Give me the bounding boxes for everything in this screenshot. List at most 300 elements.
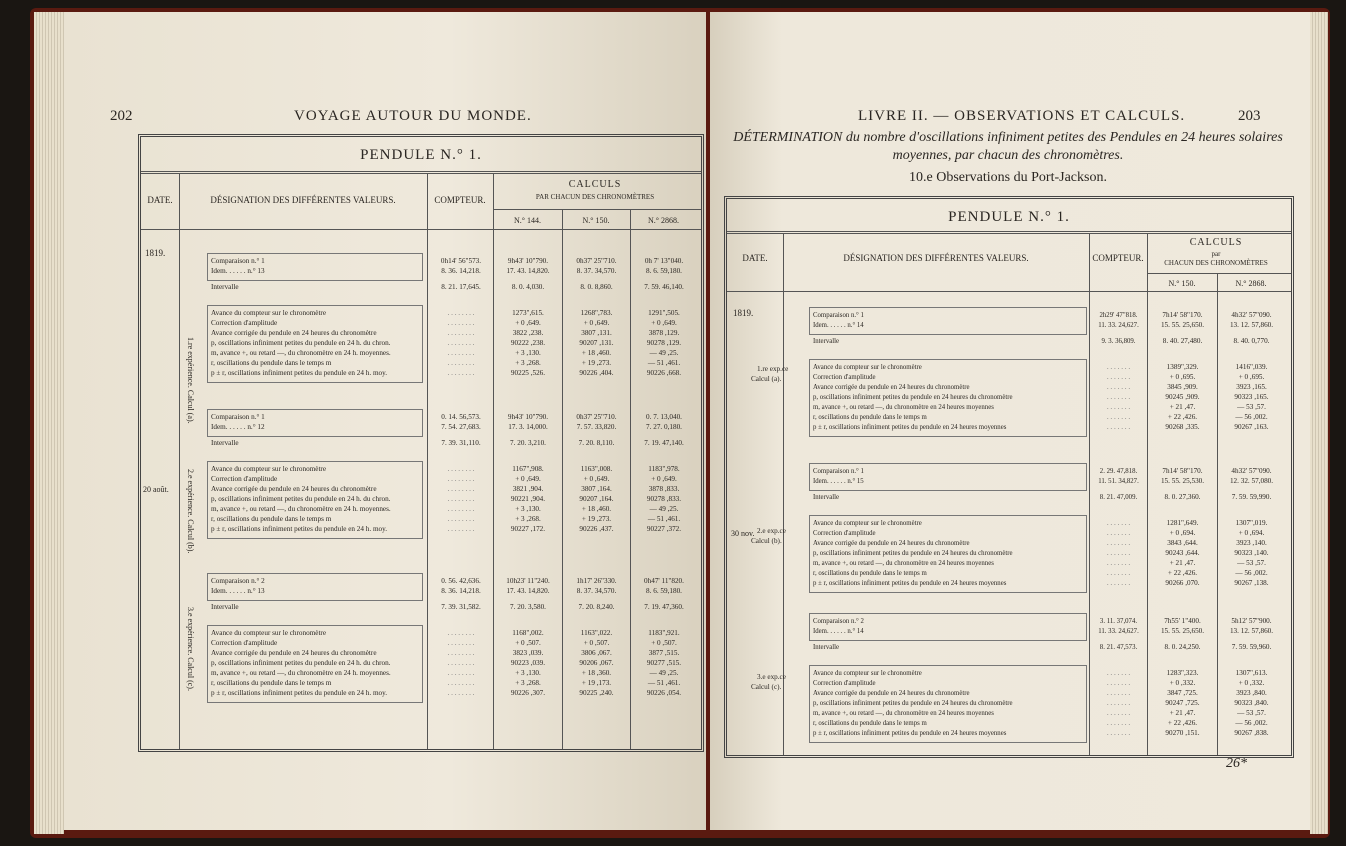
- table-right: [724, 196, 1294, 758]
- chron-2868-value: 4h32' 57"090.: [1231, 467, 1272, 475]
- compteur-dots: . . . . . . .: [1106, 719, 1131, 727]
- compteur-dots: . . . . . . . .: [447, 669, 475, 677]
- header-designation-right: DÉSIGNATION DES DIFFÉRENTES VALEURS.: [843, 253, 1029, 263]
- side-label-exp-3: 3.e expérience. Calcul (c).: [186, 607, 195, 691]
- chron-150-value: 15. 55. 25,650.: [1160, 321, 1205, 329]
- year-left: 1819.: [145, 248, 166, 258]
- compteur-value: 0. 14. 56,573.: [441, 413, 481, 421]
- book-spread: [30, 8, 1330, 838]
- chron-2868-value: — 49 ,25.: [649, 349, 679, 357]
- row-label: m, avance +, ou retard —, du chronomètre en 24 heures moyennes: [813, 560, 994, 567]
- chron-150-value: 90226 ,437.: [579, 525, 614, 533]
- chron-2868-value: 1183",978.: [648, 465, 680, 473]
- row-label: Idem. . . . . . n.° 12: [211, 423, 265, 431]
- chron-150-value: 7h14' 58"170.: [1162, 467, 1203, 475]
- chron-150-value: 1h17' 26"330.: [576, 577, 617, 585]
- chron-150-value: + 21 ,47.: [1169, 403, 1196, 411]
- chron-144-value: 90222 ,238.: [510, 339, 546, 347]
- table-title-right: PENDULE N.° 1.: [948, 209, 1070, 225]
- chron-150-value: 3845 ,909.: [1167, 383, 1198, 391]
- chron-150-value: + 19 ,173.: [581, 679, 612, 687]
- calc-label-2: Calcul (b).: [751, 537, 782, 545]
- chron-2868-value: + 0 ,649.: [651, 475, 677, 483]
- compteur-dots: . . . . . . .: [1106, 669, 1131, 677]
- chron-150-value: + 18 ,460.: [581, 349, 612, 357]
- row-label: Idem. . . . . . n.° 14: [813, 628, 864, 635]
- chron-150-value: + 22 ,426.: [1167, 569, 1198, 577]
- chron-2868-value: 90323 ,140.: [1234, 549, 1269, 557]
- compteur-dots: . . . . . . . .: [447, 485, 475, 493]
- chron-150-value: + 0 ,507.: [583, 639, 610, 647]
- compteur-dots: . . . . . . . .: [447, 689, 475, 697]
- compteur-dots: . . . . . . . .: [447, 649, 475, 657]
- side-label-exp-2: 2.e expérience. Calcul (b).: [186, 469, 195, 554]
- chron-150-value: 1163",008.: [580, 465, 613, 473]
- compteur-dots: . . . . . . . .: [447, 369, 475, 377]
- chron-150-value: 0h37' 25"710.: [576, 413, 617, 421]
- compteur-dots: . . . . . . .: [1106, 373, 1131, 381]
- chron-150-value: 3847 ,725.: [1167, 689, 1198, 697]
- header-compteur: COMPTEUR.: [434, 195, 486, 205]
- header-calculs: CALCULS: [568, 179, 622, 190]
- chron-150-value: + 18 ,460.: [581, 505, 612, 513]
- page-edge-right: [1310, 12, 1328, 834]
- chron-2868-value: 8. 6. 59,180.: [646, 267, 682, 275]
- row-label: Comparaison n.° 2: [813, 618, 864, 625]
- compteur-dots: . . . . . . .: [1106, 559, 1131, 567]
- row-label: Comparaison n.° 1: [211, 413, 265, 421]
- header-designation: DÉSIGNATION DES DIFFÉRENTES VALEURS.: [210, 195, 396, 205]
- compteur-dots: . . . . . . . .: [447, 465, 475, 473]
- chron-2868-value: + 0 ,694.: [1238, 529, 1265, 537]
- chron-150-value: + 22 ,426.: [1167, 719, 1198, 727]
- calc-label-1: Calcul (a).: [751, 375, 782, 383]
- row-label: p, oscillations infiniment petites du pendule en 24 heures du chronomètre: [813, 700, 1013, 707]
- year-right: 1819.: [733, 308, 754, 318]
- chron-150-value: 90268 ,335.: [1165, 423, 1200, 431]
- row-label: Avance corrigée du pendule en 24 heures du chronomètre: [211, 649, 377, 657]
- chron-144-value: + 3 ,268.: [515, 515, 541, 523]
- chron-2868-value: 12. 32. 57,080.: [1229, 477, 1274, 485]
- date-30-nov: 30 nov.: [731, 529, 755, 538]
- header-date-right: DATE.: [742, 253, 768, 263]
- compteur-value: 2h29' 47"818.: [1099, 312, 1138, 319]
- chron-150-value: 0h37' 25"710.: [576, 257, 617, 265]
- compteur-dots: . . . . . . .: [1106, 699, 1131, 707]
- row-label: p ± r, oscillations infiniment petites du pendule en 24 h. moy.: [211, 525, 388, 533]
- chron-150-value: 1163",022.: [580, 629, 613, 637]
- compteur-dots: . . . . . . .: [1106, 729, 1131, 737]
- right-page: [710, 12, 1310, 830]
- chron-2868-value: — 56 ,002.: [1235, 719, 1268, 727]
- chron-150-value: + 19 ,273.: [581, 515, 612, 523]
- row-label: Intervalle: [211, 603, 239, 611]
- chron-144-value: 7. 20. 3,210.: [510, 439, 546, 447]
- row-label: Correction d'amplitude: [813, 530, 876, 537]
- row-label: Idem. . . . . . n.° 13: [211, 267, 265, 275]
- chron-150-value: 8. 40. 27,480.: [1162, 337, 1203, 345]
- row-label: p, oscillations infiniment petites du pendule en 24 heures du chronomètre: [813, 394, 1013, 401]
- chron-2868-value: 0h47' 11"820.: [644, 577, 684, 585]
- compteur-value: 11. 33. 24,627.: [1098, 628, 1139, 635]
- row-label: Avance du compteur sur le chronomètre: [813, 670, 922, 677]
- row-label: p, oscillations infiniment petites du pendule en 24 h. du chron.: [211, 339, 391, 347]
- row-label: Idem. . . . . . n.° 14: [813, 322, 864, 329]
- header-chron-2868: N.° 2868.: [648, 216, 679, 225]
- chron-150-value: 90206 ,067.: [579, 659, 614, 667]
- compteur-value: 0h14' 56"573.: [440, 257, 482, 265]
- chron-2868-value: 13. 12. 57,860.: [1229, 321, 1274, 329]
- row-label: p ± r, oscillations infiniment petites du pendule en 24 heures moyennes: [813, 424, 1007, 431]
- row-label: Avance du compteur sur le chronomètre: [813, 520, 922, 527]
- chron-150-value: + 0 ,694.: [1169, 529, 1196, 537]
- chron-150-value: 1281",649.: [1166, 519, 1199, 527]
- chron-150-value: 1389",329.: [1166, 363, 1199, 371]
- compteur-dots: . . . . . . . .: [447, 515, 475, 523]
- chron-150-value: 15. 55. 25,530.: [1160, 477, 1205, 485]
- chron-2868-value: — 53 ,57.: [1237, 559, 1266, 567]
- chron-150-value: 90225 ,240.: [579, 689, 614, 697]
- row-label: r, oscillations du pendule dans le temps m: [211, 359, 332, 367]
- compteur-dots: . . . . . . . .: [447, 349, 475, 357]
- chron-150-value: 90207 ,131.: [579, 339, 614, 347]
- compteur-dots: . . . . . . . .: [447, 639, 475, 647]
- chron-2868-value: 8. 40. 0,770.: [1233, 337, 1270, 345]
- compteur-dots: . . . . . . .: [1106, 579, 1131, 587]
- left-page: [64, 12, 706, 830]
- running-head-right: LIVRE II. — OBSERVATIONS ET CALCULS.: [858, 108, 1186, 124]
- header-chron-150: N.° 150.: [582, 216, 610, 225]
- row-label: r, oscillations du pendule dans le temps m: [813, 414, 927, 421]
- header-date: DATE.: [147, 195, 173, 205]
- chron-2868-value: 3923 ,140.: [1236, 539, 1267, 547]
- header-compteur-right: COMPTEUR.: [1092, 253, 1144, 263]
- chron-144-value: 1167",908.: [512, 465, 544, 473]
- header-chron-144: N.° 144.: [514, 216, 541, 225]
- compteur-value: 7. 39. 31,582.: [441, 603, 481, 611]
- chron-144-value: 8. 0. 4,030.: [511, 283, 545, 291]
- row-label: Intervalle: [813, 494, 840, 501]
- chron-150-value: 1283",323.: [1166, 669, 1199, 677]
- chron-144-value: 1273",615.: [512, 309, 544, 317]
- row-label: Intervalle: [813, 338, 840, 345]
- compteur-dots: . . . . . . . .: [447, 659, 475, 667]
- header-calculs-par: par: [1211, 250, 1221, 258]
- chron-144-value: 9h43' 10"790.: [507, 413, 549, 421]
- chron-144-value: 17. 43. 14,820.: [506, 587, 550, 595]
- table-left: [138, 134, 704, 752]
- compteur-value: 0. 56. 42,636.: [441, 577, 481, 585]
- compteur-value: 7. 39. 31,110.: [441, 439, 481, 447]
- chron-144-value: 7. 20. 3,580.: [510, 603, 546, 611]
- chron-2868-value: 0. 7. 13,040.: [646, 413, 682, 421]
- compteur-dots: . . . . . . .: [1106, 363, 1131, 371]
- chron-150-value: + 21 ,47.: [1169, 709, 1196, 717]
- row-label: m, avance +, ou retard —, du chronomètre en 24 heures moyennes: [813, 710, 994, 717]
- row-label: m, avance +, ou retard —, du chronomètre en 24 heures moyennes: [813, 404, 994, 411]
- chron-150-value: 1268",783.: [580, 309, 613, 317]
- chron-150-value: 8. 37. 34,570.: [576, 267, 617, 275]
- chron-2868-value: 90278 ,129.: [646, 339, 682, 347]
- chron-144-value: + 3 ,130.: [515, 349, 541, 357]
- chron-2868-value: — 49 ,25.: [649, 669, 679, 677]
- row-label: Avance du compteur sur le chronomètre: [211, 629, 327, 637]
- table-title-left: PENDULE N.° 1.: [360, 147, 482, 163]
- chron-2868-value: 7. 19. 47,360.: [644, 603, 684, 611]
- chron-2868-value: 90267 ,138.: [1234, 579, 1269, 587]
- chron-2868-value: 0h 7' 13"040.: [644, 257, 684, 265]
- chron-144-value: 10h23' 11"240.: [506, 577, 550, 585]
- chron-2868-value: 7. 59. 46,140.: [644, 283, 684, 291]
- chron-2868-value: + 0 ,332.: [1238, 679, 1265, 687]
- chron-144-value: 90227 ,172.: [510, 525, 546, 533]
- chron-2868-value: 7. 59. 59,960.: [1231, 643, 1272, 651]
- row-label: Comparaison n.° 1: [813, 312, 864, 319]
- row-label: Intervalle: [813, 644, 840, 651]
- chron-144-value: 90223 ,039.: [510, 659, 546, 667]
- page-number-left: 202: [110, 108, 133, 124]
- chron-2868-value: 90267 ,838.: [1234, 729, 1269, 737]
- chron-150-value: 90207 ,164.: [579, 495, 614, 503]
- chron-144-value: 17. 43. 14,820.: [506, 267, 550, 275]
- row-label: Avance du compteur sur le chronomètre: [211, 465, 327, 473]
- chron-144-value: 90225 ,526.: [510, 369, 546, 377]
- row-label: p ± r, oscillations infiniment petites du pendule en 24 h. moy.: [211, 689, 388, 697]
- chron-150-value: 90266 ,070.: [1165, 579, 1200, 587]
- chron-150-value: + 21 ,47.: [1169, 559, 1196, 567]
- row-label: Avance du compteur sur le chronomètre: [813, 364, 922, 371]
- row-label: p ± r, oscillations infiniment petites du pendule en 24 heures moyennes: [813, 580, 1007, 587]
- compteur-value: 2. 29. 47,818.: [1099, 468, 1138, 475]
- chron-144-value: 9h43' 10"790.: [507, 257, 549, 265]
- compteur-dots: . . . . . . . .: [447, 339, 475, 347]
- compteur-dots: . . . . . . .: [1106, 403, 1131, 411]
- chron-2868-value: — 51 ,461.: [647, 515, 681, 523]
- chron-2868-value: 90227 ,372.: [646, 525, 682, 533]
- chron-2868-value: — 53 ,57.: [1237, 709, 1266, 717]
- chron-150-value: + 0 ,649.: [583, 319, 610, 327]
- subtitle-port-jackson: 10.e Observations du Port-Jackson.: [909, 170, 1107, 185]
- chron-144-value: + 3 ,130.: [515, 505, 541, 513]
- compteur-dots: . . . . . . .: [1106, 413, 1131, 421]
- compteur-dots: . . . . . . . .: [447, 475, 475, 483]
- chron-2868-value: 7. 19. 47,140.: [644, 439, 684, 447]
- calc-label-3: Calcul (c).: [751, 683, 782, 691]
- chron-2868-value: 8. 6. 59,180.: [646, 587, 682, 595]
- chron-150-value: 8. 0. 24,250.: [1164, 643, 1201, 651]
- date-20-aout: 20 août.: [143, 485, 169, 494]
- chron-2868-value: 7. 27. 0,180.: [646, 423, 682, 431]
- chron-150-value: 7h55' 1"400.: [1164, 617, 1201, 625]
- row-label: p, oscillations infiniment petites du pendule en 24 heures du chronomètre: [813, 550, 1013, 557]
- chron-2868-value: 3923 ,840.: [1236, 689, 1267, 697]
- row-label: p, oscillations infiniment petites du pendule en 24 h. du chron.: [211, 659, 391, 667]
- compteur-value: 8. 21. 47,009.: [1099, 494, 1138, 501]
- chron-2868-value: — 51 ,461.: [647, 679, 681, 687]
- chron-150-value: 8. 0. 8,860.: [580, 283, 613, 291]
- chron-2868-value: 7. 59. 59,990.: [1231, 493, 1272, 501]
- row-label: Correction d'amplitude: [211, 639, 278, 647]
- compteur-dots: . . . . . . .: [1106, 529, 1131, 537]
- chron-144-value: + 0 ,507.: [515, 639, 541, 647]
- row-label: r, oscillations du pendule dans le temps m: [813, 720, 927, 727]
- chron-2868-value: — 53 ,57.: [1237, 403, 1266, 411]
- chron-2868-value: — 49 ,25.: [649, 505, 679, 513]
- chron-144-value: 17. 3. 14,000.: [508, 423, 548, 431]
- row-label: Idem. . . . . . n.° 15: [813, 478, 864, 485]
- chron-2868-value: 3878 ,129.: [648, 329, 680, 337]
- compteur-dots: . . . . . . . .: [447, 525, 475, 533]
- row-label: Avance corrigée du pendule en 24 heures du chronomètre: [813, 540, 970, 547]
- compteur-dots: . . . . . . . .: [447, 495, 475, 503]
- chron-150-value: 90243 ,644.: [1165, 549, 1200, 557]
- chron-144-value: + 0 ,649.: [515, 475, 541, 483]
- row-label: Avance corrigée du pendule en 24 heures du chronomètre: [813, 384, 970, 391]
- row-label: m, avance +, ou retard —, du chronomètre en 24 h. moyennes.: [211, 505, 391, 513]
- compteur-dots: . . . . . . .: [1106, 423, 1131, 431]
- compteur-dots: . . . . . . .: [1106, 539, 1131, 547]
- header-calculs-sub-right: CHACUN DES CHRONOMÈTRES: [1164, 259, 1268, 267]
- row-label: p ± r, oscillations infiniment petites du pendule en 24 h. moy.: [211, 369, 388, 377]
- chron-150-value: + 0 ,332.: [1169, 679, 1196, 687]
- chron-2868-value: 3923 ,165.: [1236, 383, 1267, 391]
- row-label: Comparaison n.° 1: [813, 468, 864, 475]
- compteur-dots: . . . . . . . .: [447, 329, 475, 337]
- row-label: Avance corrigée du pendule en 24 heures du chronomètre: [211, 329, 377, 337]
- row-label: m, avance +, ou retard —, du chronomètre en 24 h. moyennes.: [211, 669, 391, 677]
- compteur-dots: . . . . . . .: [1106, 569, 1131, 577]
- row-label: Correction d'amplitude: [813, 680, 876, 687]
- chron-144-value: + 3 ,268.: [515, 359, 541, 367]
- chron-150-value: 3807 ,164.: [581, 485, 612, 493]
- row-label: Avance corrigée du pendule en 24 heures du chronomètre: [211, 485, 377, 493]
- compteur-value: 3. 11. 37,074.: [1099, 618, 1138, 625]
- chron-2868-value: 1416",039.: [1235, 363, 1268, 371]
- row-label: p ± r, oscillations infiniment petites du pendule en 24 heures moyennes: [813, 730, 1007, 737]
- compteur-dots: . . . . . . . .: [447, 309, 475, 317]
- chron-150-value: 7. 20. 8,110.: [578, 439, 615, 447]
- chron-150-value: 7h14' 58"170.: [1162, 311, 1203, 319]
- caption-line-1: DÉTERMINATION du nombre d'oscillations infiniment petites des Pendules en 24 heures solaires: [733, 130, 1283, 145]
- chron-144-value: 90226 ,307.: [510, 689, 546, 697]
- chron-2868-value: 90226 ,668.: [646, 369, 682, 377]
- compteur-value: 8. 21. 17,645.: [441, 283, 481, 291]
- compteur-dots: . . . . . . .: [1106, 519, 1131, 527]
- chron-150-value: 90245 ,909.: [1165, 393, 1200, 401]
- compteur-value: 9. 3. 36,809.: [1101, 338, 1136, 345]
- chron-144-value: + 0 ,649.: [515, 319, 541, 327]
- header-chron-2868-right: N.° 2868.: [1235, 279, 1267, 288]
- chron-2868-value: 90226 ,054.: [646, 689, 682, 697]
- chron-150-value: 90226 ,404.: [579, 369, 614, 377]
- chron-2868-value: 3878 ,833.: [648, 485, 680, 493]
- row-label: Avance du compteur sur le chronomètre: [211, 309, 327, 317]
- row-label: m, avance +, ou retard —, du chronomètre en 24 h. moyennes.: [211, 349, 391, 357]
- row-label: r, oscillations du pendule dans le temps m: [211, 515, 332, 523]
- compteur-dots: . . . . . . .: [1106, 689, 1131, 697]
- row-label: Correction d'amplitude: [813, 374, 876, 381]
- chron-144-value: 90221 ,904.: [510, 495, 546, 503]
- row-label: Correction d'amplitude: [211, 319, 278, 327]
- chron-150-value: + 22 ,426.: [1167, 413, 1198, 421]
- row-label: r, oscillations du pendule dans le temps m: [813, 570, 927, 577]
- chron-2868-value: 90323 ,165.: [1234, 393, 1269, 401]
- chron-2868-value: 90277 ,515.: [646, 659, 682, 667]
- compteur-dots: . . . . . . . .: [447, 629, 475, 637]
- chron-144-value: + 3 ,268.: [515, 679, 541, 687]
- row-label: Idem. . . . . . n.° 13: [211, 587, 265, 595]
- page-number-right: 203: [1238, 108, 1261, 124]
- compteur-dots: . . . . . . .: [1106, 709, 1131, 717]
- chron-144-value: 3823 ,039.: [512, 649, 544, 657]
- page-edge-left: [34, 12, 64, 834]
- chron-2868-value: — 56 ,002.: [1235, 413, 1268, 421]
- chron-2868-value: 1183",921.: [648, 629, 680, 637]
- caption-line-2: moyennes, par chacun des chronomètres.: [892, 148, 1124, 163]
- chron-150-value: 8. 37. 34,570.: [576, 587, 617, 595]
- chron-2868-value: 3877 ,515.: [648, 649, 680, 657]
- chron-150-value: 3843 ,644.: [1167, 539, 1198, 547]
- compteur-dots: . . . . . . .: [1106, 393, 1131, 401]
- chron-150-value: 3806 ,067.: [581, 649, 612, 657]
- chron-150-value: 3807 ,131.: [581, 329, 612, 337]
- exp-label-3: 3.e exp.ce: [757, 673, 786, 681]
- chron-2868-value: + 0 ,507.: [651, 639, 677, 647]
- chron-2868-value: 1307",019.: [1235, 519, 1268, 527]
- compteur-dots: . . . . . . .: [1106, 679, 1131, 687]
- chron-2868-value: 5h12' 57"900.: [1231, 617, 1272, 625]
- chron-2868-value: — 51 ,461.: [647, 359, 681, 367]
- chron-150-value: 90247 ,725.: [1165, 699, 1200, 707]
- compteur-value: 8. 36. 14,218.: [441, 587, 481, 595]
- chron-2868-value: + 0 ,695.: [1238, 373, 1265, 381]
- chron-150-value: + 18 ,360.: [581, 669, 612, 677]
- row-label: Comparaison n.° 2: [211, 577, 265, 585]
- compteur-dots: . . . . . . . .: [447, 319, 475, 327]
- row-label: Avance corrigée du pendule en 24 heures du chronomètre: [813, 690, 970, 697]
- compteur-value: 11. 51. 34,827.: [1098, 478, 1139, 485]
- chron-2868-value: 90267 ,163.: [1234, 423, 1269, 431]
- chron-2868-value: 1291",505.: [648, 309, 680, 317]
- compteur-dots: . . . . . . . .: [447, 679, 475, 687]
- row-label: p, oscillations infiniment petites du pendule en 24 h. du chron.: [211, 495, 391, 503]
- chron-2868-value: 90323 ,840.: [1234, 699, 1269, 707]
- chron-2868-value: 13. 12. 57,860.: [1229, 627, 1274, 635]
- chron-2868-value: 90278 ,833.: [646, 495, 682, 503]
- compteur-dots: . . . . . . .: [1106, 383, 1131, 391]
- chron-2868-value: 1307",613.: [1235, 669, 1268, 677]
- chron-144-value: 3822 ,238.: [512, 329, 544, 337]
- chron-150-value: + 0 ,695.: [1169, 373, 1196, 381]
- signature-mark: 26*: [1226, 756, 1247, 771]
- exp-label-1: 1.re exp.ce: [757, 365, 789, 373]
- row-label: r, oscillations du pendule dans le temps m: [211, 679, 332, 687]
- chron-2868-value: — 56 ,002.: [1235, 569, 1268, 577]
- compteur-value: 8. 36. 14,218.: [441, 267, 481, 275]
- compteur-value: 8. 21. 47,573.: [1099, 644, 1138, 651]
- row-label: Comparaison n.° 1: [211, 257, 265, 265]
- chron-150-value: 7. 57. 33,820.: [576, 423, 617, 431]
- chron-2868-value: + 0 ,649.: [651, 319, 677, 327]
- row-label: Correction d'amplitude: [211, 475, 278, 483]
- chron-150-value: + 19 ,273.: [581, 359, 612, 367]
- chron-150-value: 90270 ,151.: [1165, 729, 1200, 737]
- chron-150-value: + 0 ,649.: [583, 475, 610, 483]
- chron-150-value: 15. 55. 25,650.: [1160, 627, 1205, 635]
- header-calculs-right: CALCULS: [1189, 237, 1243, 248]
- side-label-exp-1: 1.re expérience. Calcul (a).: [186, 337, 195, 424]
- row-label: Intervalle: [211, 283, 239, 291]
